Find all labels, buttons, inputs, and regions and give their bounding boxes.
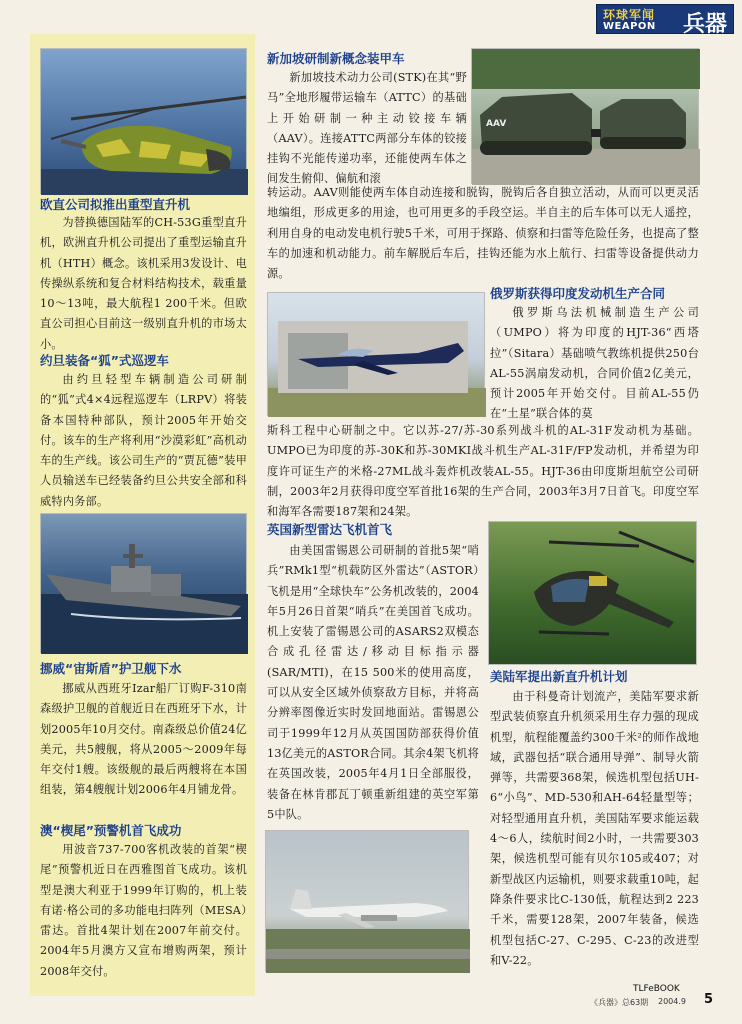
article-title-army-heli: 美陆军提出新直升机计划 xyxy=(490,669,628,684)
article-body-vehicle-top: 新加坡技术动力公司(STK)在其“野马”全地形履带运输车（ATTC）的基础上开始研制一种主动铰接车辆（AAV）。连接ATTC两部分车体的铰接挂钩不光能传递功率，还能使两车体之间发生俯仰、偏航和滚 xyxy=(267,71,467,186)
article-body-astor: 由美国雷锡恩公司研制的首批5架“哨兵”RMk1型“机载防区外雷达”（ASTOR）飞机是用“全球快车”公务机改装的，2004年5月26日首架“哨兵”在美国首飞成功。机上安装了雷锡恩公司的ASARS2双模态合成孔径雷达/移动目标指示器(SAR/MTI)，在15 500米的使用高度，可以从安全区域外侦察敌方目标，并将高分辨率图像近实时发回地面站。雷锡恩公司于1999年12月从英国国防部获得价值13亿美元的ASTOR合同。其余4架飞机将在英国改装，2005年4月1日全部服役，装备在林肯郡瓦丁顿重新组建的英空军第5中队。 xyxy=(267,544,479,821)
helicopter-model-photo xyxy=(40,48,247,194)
footer-issue: 《兵器》总63期 xyxy=(590,998,649,1007)
jet-trainer-photo xyxy=(267,292,485,416)
magazine-title-en: WEAPON xyxy=(603,21,656,32)
footer-date: 2004.9 xyxy=(658,997,686,1006)
watermark: TLFeBOOK xyxy=(633,984,680,994)
armored-vehicle-photo xyxy=(471,48,699,184)
article-body-vehicle-bottom: 转运动。AAV则能使两车体自动连接和脱钩，脱钩后各自独立活动，从而可以更灵活地编组，形成更多的用途，也可用更多的手段空运。半自主的后车体可以无人遥控，利用自身的电动发电机行驶5千米，可用于探路、侦察和扫雷等危险任务，也提高了整车的加速和机动能力。前车解脱后车后，挂钩还能为水上航行、扫雷等设备提供动力源。 xyxy=(267,186,699,281)
section-name: 兵器 xyxy=(682,12,727,37)
article-body-wedgetail: 用波音737-700客机改装的首架“楔尾”预警机近日在西雅图首飞成功。该机型是澳大利亚于1999年订购的，机上装有诺·格公司的多功能电扫阵列（MESA）雷达。首批4架计划在2007年前交付。2004年5月澳方又宣布增购两架，预计2008年交付。 xyxy=(40,843,247,978)
article-title-wedgetail: 澳“楔尾”预警机首飞成功 xyxy=(40,823,182,838)
article-title-helicopter: 欧直公司拟推出重型直升机 xyxy=(40,197,191,212)
aav-hull-marking: AAV xyxy=(486,119,507,129)
article-body-engine-top: 俄罗斯乌法机械制造生产公司（UMPO）将为印度的HJT-36“西塔拉”（Sitara）基础喷气教练机提供250台AL-55涡扇发动机，合同价值2亿美元，预计2005年开始交付。目前AL-55仍在“土星”联合体的莫 xyxy=(490,306,699,421)
army-helicopter-photo xyxy=(488,521,697,665)
article-body-fox: 由约旦轻型车辆制造公司研制的“狐”式4×4远程巡逻车（LRPV）将装备本国特种部队，预计2005年开始交付。该车的生产将利用“沙漠彩虹”高机动车的生产线。该公司生产的“贾瓦德”装甲人员输送车已经装备约旦公共安全部和科威特内务部。 xyxy=(40,373,247,508)
page-number: 5 xyxy=(704,992,714,1007)
article-body-army-heli: 由于科曼奇计划流产，美陆军要求新型武装侦察直升机须采用生存力强的现成机型，航程能覆盖约300千米²的师作战地域，武器包括“联合通用导弹”、制导火箭弹等，共需要368架，候选机型包括UH-6“小鸟”、MD-530和AH-64轻量型等；对轻型通用直升机，美国陆军要求能运载4～6人，续航时间2小时，一共需要303架，候选机型可能有贝尔105或407；对新型战区内运输机，则要求载重10吨，起降条件要求比C-130低，航程达到2 223千米，需要128架，2007年装备，候选机型包括C-27、C-295、C-23的改进型和V-22。 xyxy=(490,690,699,967)
article-title-astor: 英国新型雷达飞机首飞 xyxy=(267,522,393,537)
article-title-engine: 俄罗斯获得印度发动机生产合同 xyxy=(490,286,666,301)
radar-aircraft-photo xyxy=(265,830,469,972)
frigate-photo xyxy=(40,513,247,653)
magazine-title-cn: 环球军闻 xyxy=(603,8,656,22)
article-body-helicopter: 为替换德国陆军的CH-53G重型直升机，欧洲直升机公司提出了重型运输直升机（HTH）概念。该机采用3发设计、电传操纵系统和复合材料结构技术，载重量10～13吨，最大航程1 200千米。但欧直公司担心目前这一级别直升机的市场太小。 xyxy=(40,216,247,351)
article-body-engine-bottom: 斯科工程中心研制之中。它以苏-27/苏-30系列战斗机的AL-31F发动机为基础。UMPO已为印度的苏-30K和苏-30MKI战斗机生产AL-31F/FP发动机，并希望为印度许可证生产的米格-27ML战斗轰炸机改装AL-55。HJT-36由印度斯坦航空公司研制，2003年2月获得印度空军首批16架的生产合同，2003年3月7日首飞。印度空军和海军各需要187架和24架。 xyxy=(267,424,699,519)
article-body-frigate: 挪威从西班牙Izar船厂订购F-310南森级护卫舰的首舰近日在西班牙下水，计划2005年10月交付。南森级总价值24亿美元，共5艘舰，将从2005～2009年每年交付1艘。该级舰的最后两艘将在本国组装，第4艘舰计划2006年4月铺龙骨。 xyxy=(40,682,247,797)
article-title-fox: 约旦装备“狐”式巡逻车 xyxy=(40,353,169,368)
article-title-vehicle: 新加坡研制新概念装甲车 xyxy=(267,51,405,66)
article-title-frigate: 挪威“宙斯盾”护卫舰下水 xyxy=(40,661,182,676)
section-badge xyxy=(596,4,734,37)
